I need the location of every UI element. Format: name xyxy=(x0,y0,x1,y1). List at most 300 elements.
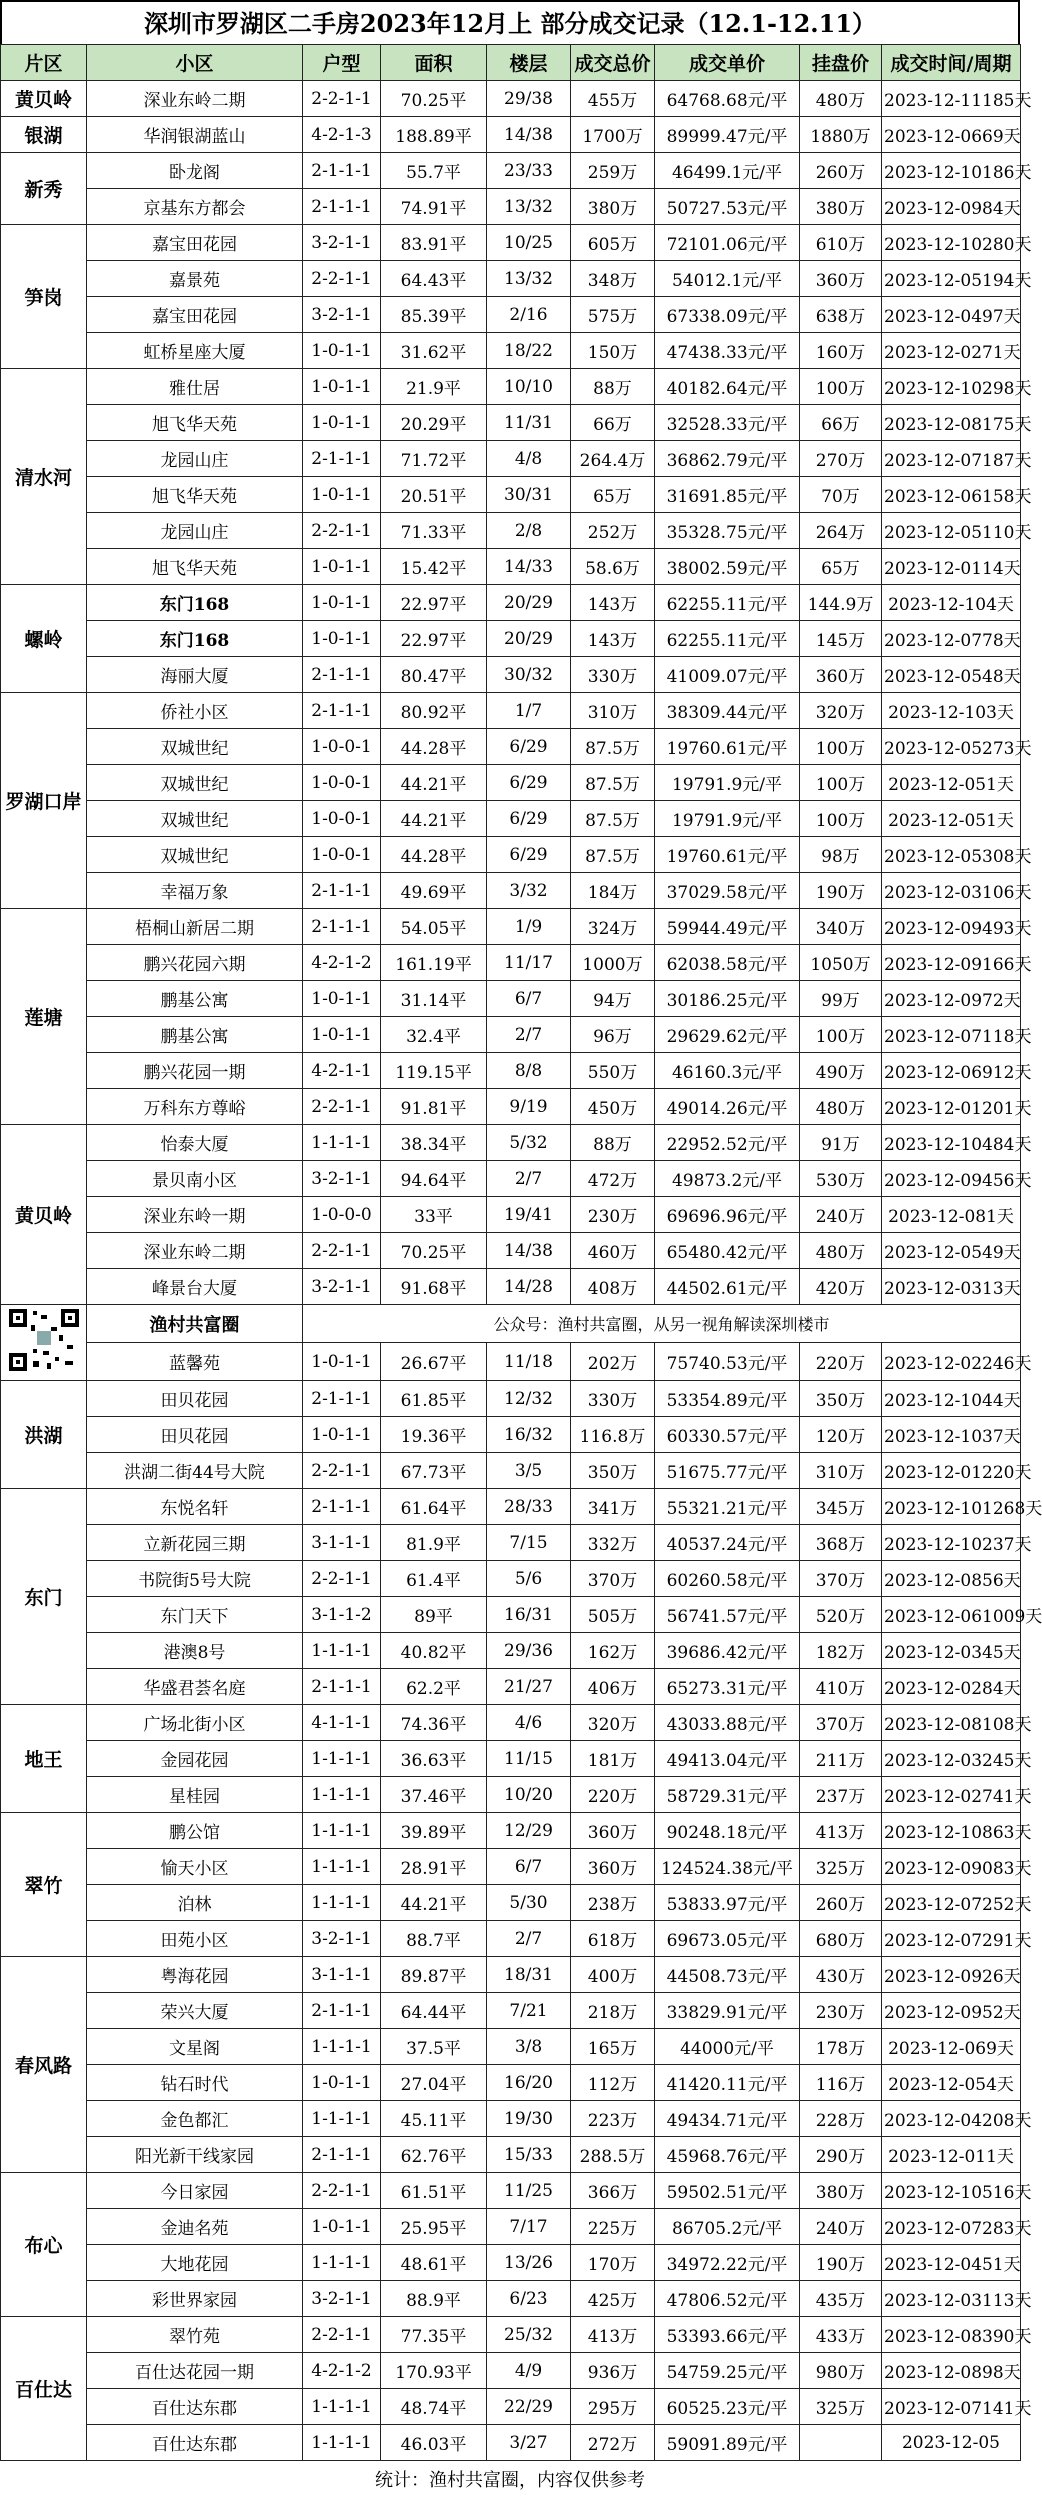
layout-cell: 2-2-1-1 xyxy=(303,1089,381,1125)
area-cell: 64.44平 xyxy=(381,1993,487,2029)
unit-price-cell: 49014.26元/平 xyxy=(655,1089,800,1125)
floor-cell: 11/18 xyxy=(487,1343,571,1381)
area-cell: 74.91平 xyxy=(381,189,487,225)
layout-cell: 2-1-1-1 xyxy=(303,189,381,225)
list-price-cell: 370万 xyxy=(800,1561,882,1597)
total-price-cell: 88万 xyxy=(571,1125,655,1161)
community-cell: 港澳8号 xyxy=(87,1633,303,1669)
unit-price-cell: 34972.22元/平 xyxy=(655,2245,800,2281)
list-price-cell: 435万 xyxy=(800,2281,882,2317)
floor-cell: 18/31 xyxy=(487,1957,571,1993)
unit-price-cell: 69673.05元/平 xyxy=(655,1921,800,1957)
floor-cell: 6/29 xyxy=(487,801,571,837)
total-price-cell: 184万 xyxy=(571,873,655,909)
total-price-cell: 360万 xyxy=(571,1849,655,1885)
community-cell: 双城世纪 xyxy=(87,801,303,837)
district-cell: 翠竹 xyxy=(1,1813,87,1957)
deal-date-cell: 2023-12-05308天 xyxy=(882,837,1021,873)
community-cell: 泊林 xyxy=(87,1885,303,1921)
list-price-cell: 270万 xyxy=(800,441,882,477)
district-cell: 黄贝岭 xyxy=(1,1125,87,1305)
area-cell: 54.05平 xyxy=(381,909,487,945)
deal-date-cell: 2023-12-0271天 xyxy=(882,333,1021,369)
unit-price-cell: 90248.18元/平 xyxy=(655,1813,800,1849)
deal-date-cell: 2023-12-051天 xyxy=(882,801,1021,837)
area-cell: 83.91平 xyxy=(381,225,487,261)
header-cell: 成交单价 xyxy=(655,45,800,81)
table-row xyxy=(1,2353,1021,2389)
table-row xyxy=(1,441,1021,477)
unit-price-cell: 49434.71元/平 xyxy=(655,2101,800,2137)
unit-price-cell: 40537.24元/平 xyxy=(655,1525,800,1561)
deal-date-cell: 2023-12-0856天 xyxy=(882,1561,1021,1597)
area-cell: 71.33平 xyxy=(381,513,487,549)
total-price-cell: 605万 xyxy=(571,225,655,261)
community-cell: 京基东方都会 xyxy=(87,189,303,225)
area-cell: 80.47平 xyxy=(381,657,487,693)
district-cell: 清水河 xyxy=(1,369,87,585)
layout-cell: 1-1-1-1 xyxy=(303,1741,381,1777)
list-price-cell: 260万 xyxy=(800,153,882,189)
unit-price-cell: 43033.88元/平 xyxy=(655,1705,800,1741)
deal-date-cell: 2023-12-104天 xyxy=(882,585,1021,621)
floor-cell: 14/38 xyxy=(487,1233,571,1269)
deal-date-cell: 2023-12-09083天 xyxy=(882,1849,1021,1885)
deal-date-cell: 2023-12-1037天 xyxy=(882,1417,1021,1453)
total-price-cell: 143万 xyxy=(571,585,655,621)
header-cell: 面积 xyxy=(381,45,487,81)
table-row xyxy=(1,477,1021,513)
deal-date-cell: 2023-12-03245天 xyxy=(882,1741,1021,1777)
floor-cell: 6/29 xyxy=(487,837,571,873)
floor-cell: 1/7 xyxy=(487,693,571,729)
deal-date-cell: 2023-12-02741天 xyxy=(882,1777,1021,1813)
list-price-cell: 638万 xyxy=(800,297,882,333)
list-price-cell: 160万 xyxy=(800,333,882,369)
deal-date-cell: 2023-12-0548天 xyxy=(882,657,1021,693)
layout-cell: 4-1-1-1 xyxy=(303,1705,381,1741)
table-row xyxy=(1,729,1021,765)
total-price-cell: 65万 xyxy=(571,477,655,513)
list-price-cell xyxy=(800,2425,882,2461)
layout-cell: 2-1-1-1 xyxy=(303,1381,381,1417)
list-price-cell: 430万 xyxy=(800,1957,882,1993)
deal-date-cell: 2023-12-011天 xyxy=(882,2137,1021,2173)
ad-row xyxy=(1,1305,1021,1343)
total-price-cell: 936万 xyxy=(571,2353,655,2389)
floor-cell: 13/32 xyxy=(487,261,571,297)
area-cell: 94.64平 xyxy=(381,1161,487,1197)
district-cell: 地王 xyxy=(1,1705,87,1813)
deal-date-cell: 2023-12-10298天 xyxy=(882,369,1021,405)
page-title: 深圳市罗湖区二手房2023年12月上 部分成交记录（12.1-12.11） xyxy=(0,0,1020,44)
unit-price-cell: 60260.58元/平 xyxy=(655,1561,800,1597)
layout-cell: 2-1-1-1 xyxy=(303,1669,381,1705)
list-price-cell: 368万 xyxy=(800,1525,882,1561)
layout-cell: 2-1-1-1 xyxy=(303,1489,381,1525)
table-row xyxy=(1,1233,1021,1269)
community-cell: 龙园山庄 xyxy=(87,513,303,549)
table-row xyxy=(1,693,1021,729)
community-cell: 龙园山庄 xyxy=(87,441,303,477)
deal-date-cell: 2023-12-07291天 xyxy=(882,1921,1021,1957)
layout-cell: 1-0-1-1 xyxy=(303,621,381,657)
total-price-cell: 288.5万 xyxy=(571,2137,655,2173)
unit-price-cell: 31691.85元/平 xyxy=(655,477,800,513)
layout-cell: 1-0-0-1 xyxy=(303,729,381,765)
list-price-cell: 260万 xyxy=(800,1885,882,1921)
total-price-cell: 575万 xyxy=(571,297,655,333)
table-row xyxy=(1,945,1021,981)
list-price-cell: 228万 xyxy=(800,2101,882,2137)
area-cell: 37.5平 xyxy=(381,2029,487,2065)
layout-cell: 1-0-1-1 xyxy=(303,405,381,441)
deal-date-cell: 2023-12-10484天 xyxy=(882,1125,1021,1161)
deal-date-cell: 2023-12-04208天 xyxy=(882,2101,1021,2137)
table-row xyxy=(1,1197,1021,1233)
area-cell: 81.9平 xyxy=(381,1525,487,1561)
area-cell: 71.72平 xyxy=(381,441,487,477)
layout-cell: 2-1-1-1 xyxy=(303,153,381,189)
list-price-cell: 380万 xyxy=(800,2173,882,2209)
total-price-cell: 380万 xyxy=(571,189,655,225)
table-row xyxy=(1,1849,1021,1885)
list-price-cell: 480万 xyxy=(800,81,882,117)
community-cell: 峰景台大厦 xyxy=(87,1269,303,1305)
unit-price-cell: 53393.66元/平 xyxy=(655,2317,800,2353)
floor-cell: 16/31 xyxy=(487,1597,571,1633)
table-row xyxy=(1,369,1021,405)
unit-price-cell: 51675.77元/平 xyxy=(655,1453,800,1489)
total-price-cell: 460万 xyxy=(571,1233,655,1269)
list-price-cell: 91万 xyxy=(800,1125,882,1161)
list-price-cell: 610万 xyxy=(800,225,882,261)
table-row xyxy=(1,873,1021,909)
community-cell: 旭飞华天苑 xyxy=(87,405,303,441)
list-price-cell: 310万 xyxy=(800,1453,882,1489)
community-cell: 卧龙阁 xyxy=(87,153,303,189)
unit-price-cell: 22952.52元/平 xyxy=(655,1125,800,1161)
layout-cell: 1-1-1-1 xyxy=(303,2245,381,2281)
layout-cell: 1-1-1-1 xyxy=(303,2389,381,2425)
layout-cell: 1-1-1-1 xyxy=(303,1885,381,1921)
layout-cell: 4-2-1-2 xyxy=(303,2353,381,2389)
deal-date-cell: 2023-12-07252天 xyxy=(882,1885,1021,1921)
community-cell: 嘉宝田花园 xyxy=(87,225,303,261)
total-price-cell: 202万 xyxy=(571,1343,655,1381)
community-cell: 东门天下 xyxy=(87,1597,303,1633)
deal-date-cell: 2023-12-0345天 xyxy=(882,1633,1021,1669)
layout-cell: 2-2-1-1 xyxy=(303,1453,381,1489)
table-row xyxy=(1,1957,1021,1993)
layout-cell: 1-0-1-1 xyxy=(303,1343,381,1381)
unit-price-cell: 56741.57元/平 xyxy=(655,1597,800,1633)
layout-cell: 1-0-1-1 xyxy=(303,981,381,1017)
unit-price-cell: 60525.23元/平 xyxy=(655,2389,800,2425)
floor-cell: 5/6 xyxy=(487,1561,571,1597)
unit-price-cell: 53833.97元/平 xyxy=(655,1885,800,1921)
layout-cell: 2-1-1-1 xyxy=(303,693,381,729)
deal-date-cell: 2023-12-0284天 xyxy=(882,1669,1021,1705)
floor-cell: 13/32 xyxy=(487,189,571,225)
total-price-cell: 225万 xyxy=(571,2209,655,2245)
total-price-cell: 87.5万 xyxy=(571,765,655,801)
deal-date-cell: 2023-12-051天 xyxy=(882,765,1021,801)
area-cell: 61.51平 xyxy=(381,2173,487,2209)
total-price-cell: 366万 xyxy=(571,2173,655,2209)
deal-date-cell: 2023-12-05 xyxy=(882,2425,1021,2461)
layout-cell: 1-1-1-1 xyxy=(303,2425,381,2461)
community-cell: 大地花园 xyxy=(87,2245,303,2281)
community-cell: 旭飞华天苑 xyxy=(87,477,303,513)
list-price-cell: 220万 xyxy=(800,1343,882,1381)
layout-cell: 3-2-1-1 xyxy=(303,1269,381,1305)
community-cell: 今日家园 xyxy=(87,2173,303,2209)
area-cell: 61.4平 xyxy=(381,1561,487,1597)
community-cell: 田贝花园 xyxy=(87,1381,303,1417)
table-row xyxy=(1,1489,1021,1525)
deal-date-cell: 2023-12-10237天 xyxy=(882,1525,1021,1561)
floor-cell: 21/27 xyxy=(487,1669,571,1705)
area-cell: 45.11平 xyxy=(381,2101,487,2137)
community-cell: 洪湖二街44号大院 xyxy=(87,1453,303,1489)
community-cell: 蓝馨苑 xyxy=(87,1343,303,1381)
deal-date-cell: 2023-12-11185天 xyxy=(882,81,1021,117)
deal-date-cell: 2023-12-03106天 xyxy=(882,873,1021,909)
total-price-cell: 143万 xyxy=(571,621,655,657)
list-price-cell: 325万 xyxy=(800,2389,882,2425)
total-price-cell: 413万 xyxy=(571,2317,655,2353)
floor-cell: 20/29 xyxy=(487,621,571,657)
table-row xyxy=(1,1885,1021,1921)
deal-date-cell: 2023-12-069天 xyxy=(882,2029,1021,2065)
deal-date-cell: 2023-12-0926天 xyxy=(882,1957,1021,1993)
district-cell: 春风路 xyxy=(1,1957,87,2173)
list-price-cell: 520万 xyxy=(800,1597,882,1633)
table-row xyxy=(1,621,1021,657)
area-cell: 22.97平 xyxy=(381,585,487,621)
unit-price-cell: 64768.68元/平 xyxy=(655,81,800,117)
list-price-cell: 66万 xyxy=(800,405,882,441)
unit-price-cell: 62255.11元/平 xyxy=(655,621,800,657)
footer-note: 统计：渔村共富圈，内容仅供参考 xyxy=(375,2470,645,2491)
table-row xyxy=(1,2029,1021,2065)
floor-cell: 10/20 xyxy=(487,1777,571,1813)
list-price-cell: 240万 xyxy=(800,2209,882,2245)
floor-cell: 6/29 xyxy=(487,729,571,765)
community-cell: 双城世纪 xyxy=(87,765,303,801)
area-cell: 170.93平 xyxy=(381,2353,487,2389)
table-row xyxy=(1,2137,1021,2173)
list-price-cell: 325万 xyxy=(800,1849,882,1885)
district-cell: 新秀 xyxy=(1,153,87,225)
area-cell: 74.36平 xyxy=(381,1705,487,1741)
table-row xyxy=(1,297,1021,333)
unit-price-cell: 69696.96元/平 xyxy=(655,1197,800,1233)
header-cell: 户型 xyxy=(303,45,381,81)
deal-date-cell: 2023-12-0669天 xyxy=(882,117,1021,153)
ad-text: 公众号：渔村共富圈，从另一视角解读深圳楼市 xyxy=(303,1305,1021,1343)
list-price-cell: 100万 xyxy=(800,801,882,837)
community-cell: 翠竹苑 xyxy=(87,2317,303,2353)
transaction-table xyxy=(0,44,1042,2461)
deal-date-cell: 2023-12-061009天 xyxy=(882,1597,1021,1633)
layout-cell: 1-1-1-1 xyxy=(303,1777,381,1813)
table-row xyxy=(1,1813,1021,1849)
district-cell: 洪湖 xyxy=(1,1381,87,1489)
district-cell: 百仕达 xyxy=(1,2317,87,2461)
floor-cell: 18/22 xyxy=(487,333,571,369)
list-price-cell: 360万 xyxy=(800,261,882,297)
layout-cell: 2-2-1-1 xyxy=(303,513,381,549)
floor-cell: 7/15 xyxy=(487,1525,571,1561)
deal-date-cell: 2023-12-10516天 xyxy=(882,2173,1021,2209)
community-cell: 东悦名轩 xyxy=(87,1489,303,1525)
area-cell: 46.03平 xyxy=(381,2425,487,2461)
community-cell: 幸福万象 xyxy=(87,873,303,909)
community-cell: 东门168 xyxy=(87,585,303,621)
total-price-cell: 320万 xyxy=(571,1705,655,1741)
deal-date-cell: 2023-12-0952天 xyxy=(882,1993,1021,2029)
total-price-cell: 218万 xyxy=(571,1993,655,2029)
total-price-cell: 220万 xyxy=(571,1777,655,1813)
community-cell: 文星阁 xyxy=(87,2029,303,2065)
floor-cell: 2/7 xyxy=(487,1921,571,1957)
floor-cell: 2/7 xyxy=(487,1017,571,1053)
community-cell: 阳光新干线家园 xyxy=(87,2137,303,2173)
layout-cell: 1-0-1-1 xyxy=(303,477,381,513)
table-row xyxy=(1,513,1021,549)
list-price-cell: 99万 xyxy=(800,981,882,1017)
layout-cell: 1-1-1-1 xyxy=(303,1849,381,1885)
area-cell: 32.4平 xyxy=(381,1017,487,1053)
floor-cell: 12/29 xyxy=(487,1813,571,1849)
deal-date-cell: 2023-12-081天 xyxy=(882,1197,1021,1233)
total-price-cell: 1700万 xyxy=(571,117,655,153)
floor-cell: 20/29 xyxy=(487,585,571,621)
total-price-cell: 341万 xyxy=(571,1489,655,1525)
total-price-cell: 112万 xyxy=(571,2065,655,2101)
layout-cell: 1-1-1-1 xyxy=(303,1125,381,1161)
community-cell: 百仕达花园一期 xyxy=(87,2353,303,2389)
community-cell: 荣兴大厦 xyxy=(87,1993,303,2029)
list-price-cell: 65万 xyxy=(800,549,882,585)
list-price-cell: 98万 xyxy=(800,837,882,873)
list-price-cell: 145万 xyxy=(800,621,882,657)
deal-date-cell: 2023-12-0497天 xyxy=(882,297,1021,333)
area-cell: 26.67平 xyxy=(381,1343,487,1381)
deal-date-cell: 2023-12-06912天 xyxy=(882,1053,1021,1089)
total-price-cell: 116.8万 xyxy=(571,1417,655,1453)
table-row xyxy=(1,909,1021,945)
deal-date-cell: 2023-12-08390天 xyxy=(882,2317,1021,2353)
unit-price-cell: 59502.51元/平 xyxy=(655,2173,800,2209)
area-cell: 36.63平 xyxy=(381,1741,487,1777)
deal-date-cell: 2023-12-09166天 xyxy=(882,945,1021,981)
community-cell: 嘉景苑 xyxy=(87,261,303,297)
floor-cell: 14/38 xyxy=(487,117,571,153)
unit-price-cell: 36862.79元/平 xyxy=(655,441,800,477)
unit-price-cell: 47806.52元/平 xyxy=(655,2281,800,2317)
table-row xyxy=(1,2209,1021,2245)
table-row xyxy=(1,117,1021,153)
total-price-cell: 406万 xyxy=(571,1669,655,1705)
total-price-cell: 370万 xyxy=(571,1561,655,1597)
floor-cell: 6/7 xyxy=(487,1849,571,1885)
area-cell: 38.34平 xyxy=(381,1125,487,1161)
layout-cell: 1-0-0-1 xyxy=(303,801,381,837)
district-cell: 罗湖口岸 xyxy=(1,693,87,909)
list-price-cell: 100万 xyxy=(800,765,882,801)
floor-cell: 14/33 xyxy=(487,549,571,585)
unit-price-cell: 19760.61元/平 xyxy=(655,837,800,873)
community-cell: 百仕达东郡 xyxy=(87,2389,303,2425)
area-cell: 25.95平 xyxy=(381,2209,487,2245)
deal-date-cell: 2023-12-03113天 xyxy=(882,2281,1021,2317)
unit-price-cell: 19760.61元/平 xyxy=(655,729,800,765)
list-price-cell: 144.9万 xyxy=(800,585,882,621)
community-cell: 双城世纪 xyxy=(87,837,303,873)
unit-price-cell: 49873.2元/平 xyxy=(655,1161,800,1197)
floor-cell: 2/16 xyxy=(487,297,571,333)
table-row xyxy=(1,1705,1021,1741)
floor-cell: 29/38 xyxy=(487,81,571,117)
floor-cell: 19/30 xyxy=(487,2101,571,2137)
list-price-cell: 211万 xyxy=(800,1741,882,1777)
table-row xyxy=(1,1053,1021,1089)
table-row xyxy=(1,189,1021,225)
community-cell: 虹桥星座大厦 xyxy=(87,333,303,369)
total-price-cell: 238万 xyxy=(571,1885,655,1921)
list-price-cell: 120万 xyxy=(800,1417,882,1453)
layout-cell: 2-2-1-1 xyxy=(303,1233,381,1269)
deal-date-cell: 2023-12-07187天 xyxy=(882,441,1021,477)
deal-date-cell: 2023-12-0898天 xyxy=(882,2353,1021,2389)
unit-price-cell: 75740.53元/平 xyxy=(655,1343,800,1381)
community-cell: 侨社小区 xyxy=(87,693,303,729)
layout-cell: 2-1-1-1 xyxy=(303,909,381,945)
list-price-cell: 100万 xyxy=(800,369,882,405)
header-cell: 成交时间/周期 xyxy=(882,45,1021,81)
unit-price-cell: 59944.49元/平 xyxy=(655,909,800,945)
floor-cell: 25/32 xyxy=(487,2317,571,2353)
area-cell: 61.85平 xyxy=(381,1381,487,1417)
unit-price-cell: 49413.04元/平 xyxy=(655,1741,800,1777)
unit-price-cell: 54759.25元/平 xyxy=(655,2353,800,2389)
table-row xyxy=(1,2425,1021,2461)
total-price-cell: 408万 xyxy=(571,1269,655,1305)
community-cell: 金园花园 xyxy=(87,1741,303,1777)
list-price-cell: 413万 xyxy=(800,1813,882,1849)
area-cell: 37.46平 xyxy=(381,1777,487,1813)
deal-date-cell: 2023-12-01201天 xyxy=(882,1089,1021,1125)
table-row xyxy=(1,1525,1021,1561)
floor-cell: 12/32 xyxy=(487,1381,571,1417)
layout-cell: 1-0-0-1 xyxy=(303,765,381,801)
total-price-cell: 150万 xyxy=(571,333,655,369)
community-cell: 深业东岭二期 xyxy=(87,1233,303,1269)
list-price-cell: 100万 xyxy=(800,729,882,765)
floor-cell: 2/8 xyxy=(487,513,571,549)
table-row xyxy=(1,1417,1021,1453)
list-price-cell: 490万 xyxy=(800,1053,882,1089)
list-price-cell: 420万 xyxy=(800,1269,882,1305)
table-row xyxy=(1,1381,1021,1417)
community-cell: 田苑小区 xyxy=(87,1921,303,1957)
unit-price-cell: 65273.31元/平 xyxy=(655,1669,800,1705)
deal-date-cell: 2023-12-0313天 xyxy=(882,1269,1021,1305)
table-row xyxy=(1,1993,1021,2029)
